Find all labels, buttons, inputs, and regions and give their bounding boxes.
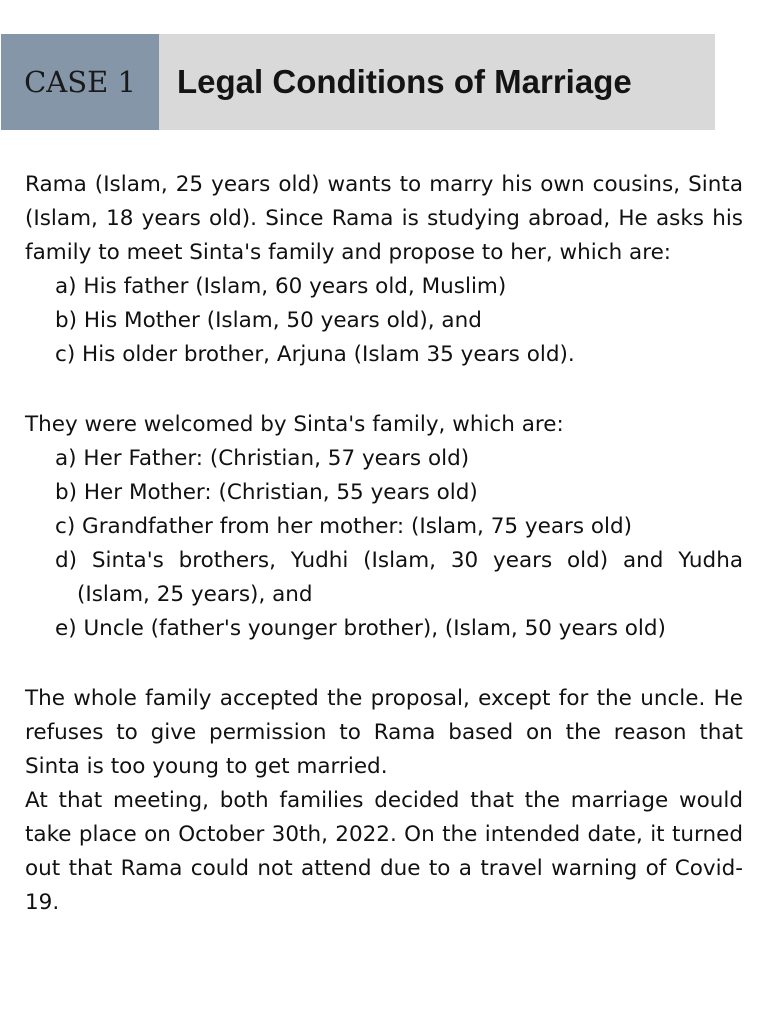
case-label: CASE 1 [1,34,159,130]
rama-family-list [25,270,743,372]
list-item: c) Grandfather from her mother: (Islam, 75 years old) [55,514,633,539]
page-title: Legal Conditions of Marriage [159,34,715,130]
list-item: e) Uncle (father's younger brother), (Islam, 50 years old) [55,616,666,641]
outcome-paragraph-2: At that meeting, both families decided that the marriage would take place on October 30th, 2022. On the intended date, it turned out that Rama could not attend due to a travel warning of Covid-19. [25,788,743,915]
outcome-paragraph-1: The whole family accepted the proposal, except for the uncle. He refuses to give permission to Rama based on the reason that Sinta is too young to get married. [25,686,743,779]
list-item: d) Sinta's brothers, Yudhi (Islam, 30 years old) and Yudha (Islam, 25 years), and [55,548,743,607]
spacer [25,372,743,408]
case-content [25,168,743,920]
header-banner [1,34,715,130]
spacer [25,646,743,682]
list-item: a) Her Father: (Christian, 57 years old) [55,446,470,471]
list-item: a) His father (Islam, 60 years old, Muslim) [55,274,507,299]
welcome-paragraph: They were welcomed by Sinta's family, which are: [25,412,564,437]
list-item: b) His Mother (Islam, 50 years old), and [55,308,482,333]
list-item: c) His older brother, Arjuna (Islam 35 years old). [55,342,575,367]
list-item: b) Her Mother: (Christian, 55 years old) [55,480,478,505]
intro-paragraph: Rama (Islam, 25 years old) wants to marry his own cousins, Sinta (Islam, 18 years old). Since Rama is studying abroad, He asks his family to meet Sinta's family and propose to her, which are: [25,172,743,265]
sinta-family-list [25,442,743,646]
